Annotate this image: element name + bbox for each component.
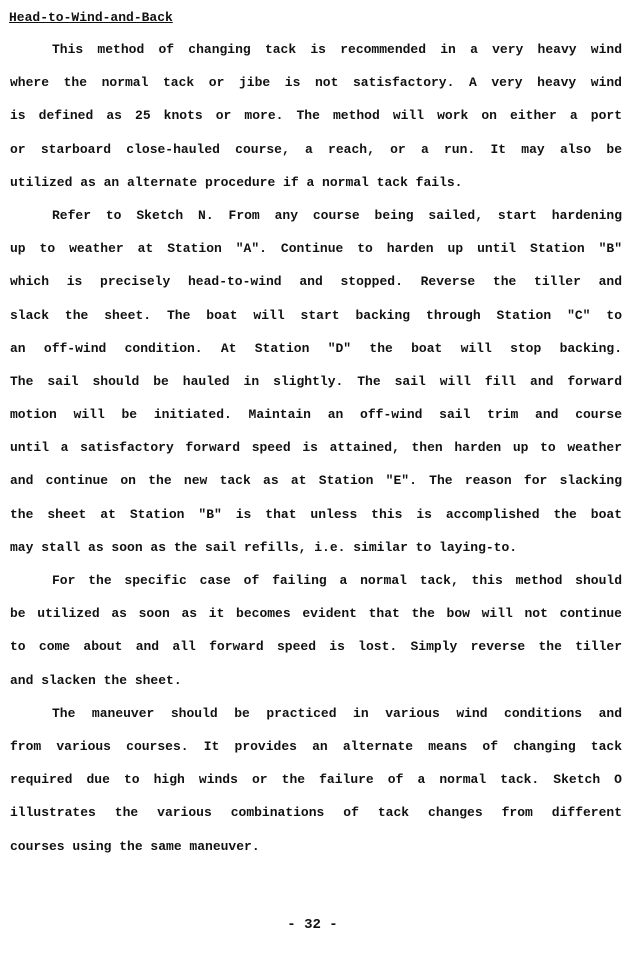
text-line: which is precisely head-to-wind and stopped. Reverse the tiller and	[10, 274, 622, 290]
text-line: and slacken the sheet.	[10, 672, 182, 688]
text-line: from various courses. It provides an alternate means of changing tack	[10, 738, 622, 754]
text-line: an off-wind condition. At Station "D" the boat will stop backing.	[10, 340, 622, 356]
text-line: the sheet at Station "B" is that unless this is accomplished the boat	[10, 506, 622, 522]
text-line: This method of changing tack is recommended in a very heavy wind	[52, 42, 622, 57]
text-line: The sail should be hauled in slightly. The sail will fill and forward	[10, 373, 622, 389]
text-line: illustrates the various combinations of tack changes from different	[10, 805, 622, 821]
text-line: utilized as an alternate procedure if a normal tack fails.	[10, 174, 463, 190]
text-line: up to weather at Station "A". Continue to harden up until Station "B"	[10, 241, 622, 257]
text-line: motion will be initiated. Maintain an off-wind sail trim and course	[10, 407, 622, 423]
text-line: and continue on the new tack as at Station "E". The reason for slacking	[10, 473, 622, 489]
text-line: slack the sheet. The boat will start backing through Station "C" to	[10, 307, 622, 323]
text-line: may stall as soon as the sail refills, i.e. similar to laying-to.	[10, 539, 518, 555]
paragraph-1	[10, 40, 622, 206]
text-line: The maneuver should be practiced in various wind conditions and	[52, 705, 622, 721]
text-line: is defined as 25 knots or more. The method will work on either a port	[10, 108, 622, 124]
text-line: where the normal tack or jibe is not satisfactory. A very heavy wind	[10, 75, 622, 91]
text-line: courses using the same maneuver.	[10, 838, 260, 854]
text-line: required due to high winds or the failure of a normal tack. Sketch O	[10, 772, 622, 788]
body-text	[10, 40, 622, 870]
page-number: - 32 -	[287, 917, 338, 933]
paragraph-4	[10, 704, 622, 870]
text-line: For the specific case of failing a normal tack, this method should	[52, 573, 622, 588]
text-line: or starboard close-hauled course, a reach, or a run. It may also be	[10, 141, 622, 157]
text-line: be utilized as soon as it becomes evident that the bow will not continue	[10, 606, 622, 622]
text-line: to come about and all forward speed is lost. Simply reverse the tiller	[10, 639, 622, 655]
text-line: Refer to Sketch N. From any course being sailed, start hardening	[52, 207, 622, 223]
paragraph-2	[10, 206, 622, 571]
section-heading: Head-to-Wind-and-Back	[9, 10, 173, 25]
paragraph-3	[10, 571, 622, 704]
text-line: until a satisfactory forward speed is attained, then harden up to weather	[10, 440, 622, 456]
